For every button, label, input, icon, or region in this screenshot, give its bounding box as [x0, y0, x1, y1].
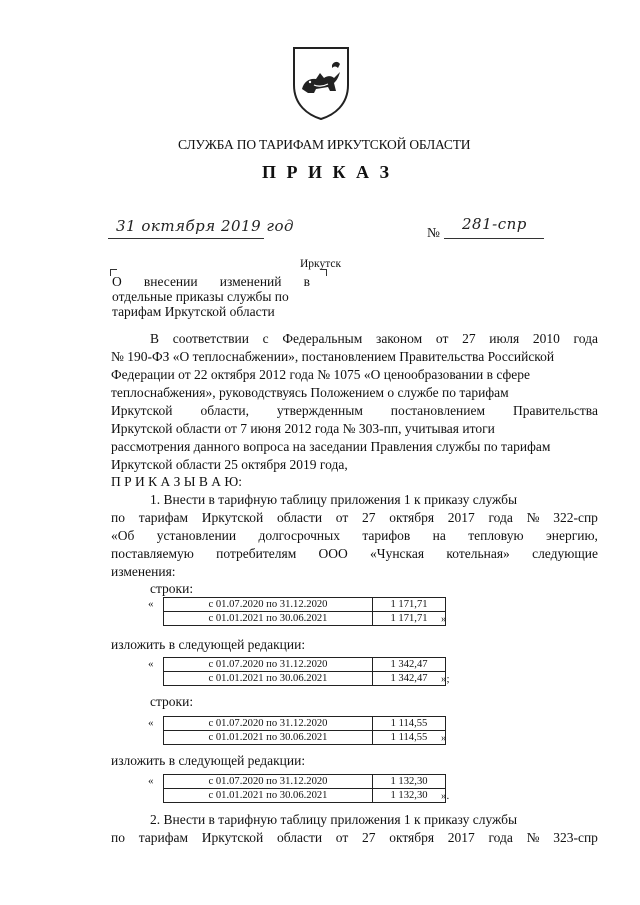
table-row — [164, 731, 446, 745]
value-cell: 1 342,47 — [373, 672, 446, 686]
tariff-table-2 — [163, 657, 446, 686]
table-row — [164, 789, 446, 803]
period-cell: с 01.07.2020 по 31.12.2020 — [164, 717, 373, 731]
preamble-line-8: Иркутской области 25 октября 2019 года, — [111, 457, 348, 472]
label-replace: изложить в следующей редакции: — [111, 637, 306, 652]
preamble-line-6: Иркутской области от 7 июня 2012 года № 303-пп, учитывая итоги — [111, 421, 495, 436]
item2-line-2: по тарифам Иркутской области от 27 октября 2017 года № 323-спр — [111, 830, 598, 845]
value-cell: 1 171,71 — [373, 612, 446, 626]
period-cell: с 01.01.2021 по 30.06.2021 — [164, 672, 373, 686]
table-row — [164, 775, 446, 789]
item1-line-4: поставляемую потребителям ООО «Чунская котельная» следующие — [111, 546, 598, 561]
order-word: П Р И К А З Ы В А Ю: — [111, 474, 243, 489]
table-row — [164, 658, 446, 672]
number-prefix: № — [427, 225, 440, 240]
value-cell: 1 132,30 — [373, 775, 446, 789]
table4-close-quote: ». — [441, 790, 450, 802]
table-row — [164, 672, 446, 686]
subject-line-3: тарифам Иркутской области — [112, 304, 275, 319]
item1-line-5: изменения: — [111, 564, 176, 579]
period-cell: с 01.01.2021 по 30.06.2021 — [164, 612, 373, 626]
organization-name: СЛУЖБА ПО ТАРИФАМ ИРКУТСКОЙ ОБЛАСТИ — [178, 137, 471, 152]
table3-close-quote: » — [441, 732, 447, 744]
coat-of-arms-irkutsk-icon — [290, 45, 352, 121]
table2-close-quote: »; — [441, 673, 450, 685]
table-row — [164, 598, 446, 612]
table1-open-quote: « — [148, 598, 154, 610]
value-cell: 1 114,55 — [373, 717, 446, 731]
city-name: Иркутск — [300, 258, 342, 270]
period-cell: с 01.01.2021 по 30.06.2021 — [164, 789, 373, 803]
table2-open-quote: « — [148, 658, 154, 670]
item1-line-2: по тарифам Иркутской области от 27 октября 2017 года № 322-спр — [111, 510, 598, 525]
tariff-table-4 — [163, 774, 446, 803]
handwritten-date: 31 октября 2019 год — [116, 217, 295, 235]
table3-open-quote: « — [148, 717, 154, 729]
preamble-line-3: Федерации от 22 октября 2012 года № 1075 «О ценообразовании в сфере — [111, 367, 530, 382]
table-row — [164, 717, 446, 731]
value-cell: 1 114,55 — [373, 731, 446, 745]
table4-open-quote: « — [148, 775, 154, 787]
tariff-table-3 — [163, 716, 446, 745]
handwritten-number: 281-спр — [462, 215, 527, 233]
table-row — [164, 612, 446, 626]
item1-line-1: 1. Внести в тарифную таблицу приложения 1 к приказу службы — [150, 492, 518, 507]
label-rows: строки: — [150, 581, 194, 596]
preamble-line-2: № 190-ФЗ «О теплоснабжении», постановлением Правительства Российской — [111, 349, 555, 364]
period-cell: с 01.01.2021 по 30.06.2021 — [164, 731, 373, 745]
item2-line-1: 2. Внести в тарифную таблицу приложения 1 к приказу службы — [150, 812, 518, 827]
item1-line-3: «Об установлении долгосрочных тарифов на тепловую энергию, — [111, 528, 598, 543]
subject-line-1: О внесении изменений в — [112, 274, 310, 289]
subject-corner-right — [320, 269, 327, 276]
period-cell: с 01.07.2020 по 31.12.2020 — [164, 598, 373, 612]
label-replace-2: изложить в следующей редакции: — [111, 753, 306, 768]
tariff-table-1 — [163, 597, 446, 626]
period-cell: с 01.07.2020 по 31.12.2020 — [164, 775, 373, 789]
date-underline — [108, 238, 264, 239]
preamble-line-7: рассмотрения данного вопроса на заседании Правления службы по тарифам — [111, 439, 551, 454]
value-cell: 1 342,47 — [373, 658, 446, 672]
value-cell: 1 132,30 — [373, 789, 446, 803]
preamble-line-5: Иркутской области, утвержденным постановлением Правительства — [111, 403, 598, 418]
preamble-line-4: теплоснабжения», руководствуясь Положением о службе по тарифам — [111, 385, 509, 400]
subject-line-2: отдельные приказы службы по — [112, 289, 289, 304]
table1-close-quote: » — [441, 613, 447, 625]
label-rows-2: строки: — [150, 694, 194, 709]
value-cell: 1 171,71 — [373, 598, 446, 612]
document-type-title: П Р И К А З — [262, 162, 393, 182]
number-underline — [444, 238, 544, 239]
preamble-line-1: В соответствии с Федеральным законом от 27 июля 2010 года — [150, 331, 598, 346]
period-cell: с 01.07.2020 по 31.12.2020 — [164, 658, 373, 672]
